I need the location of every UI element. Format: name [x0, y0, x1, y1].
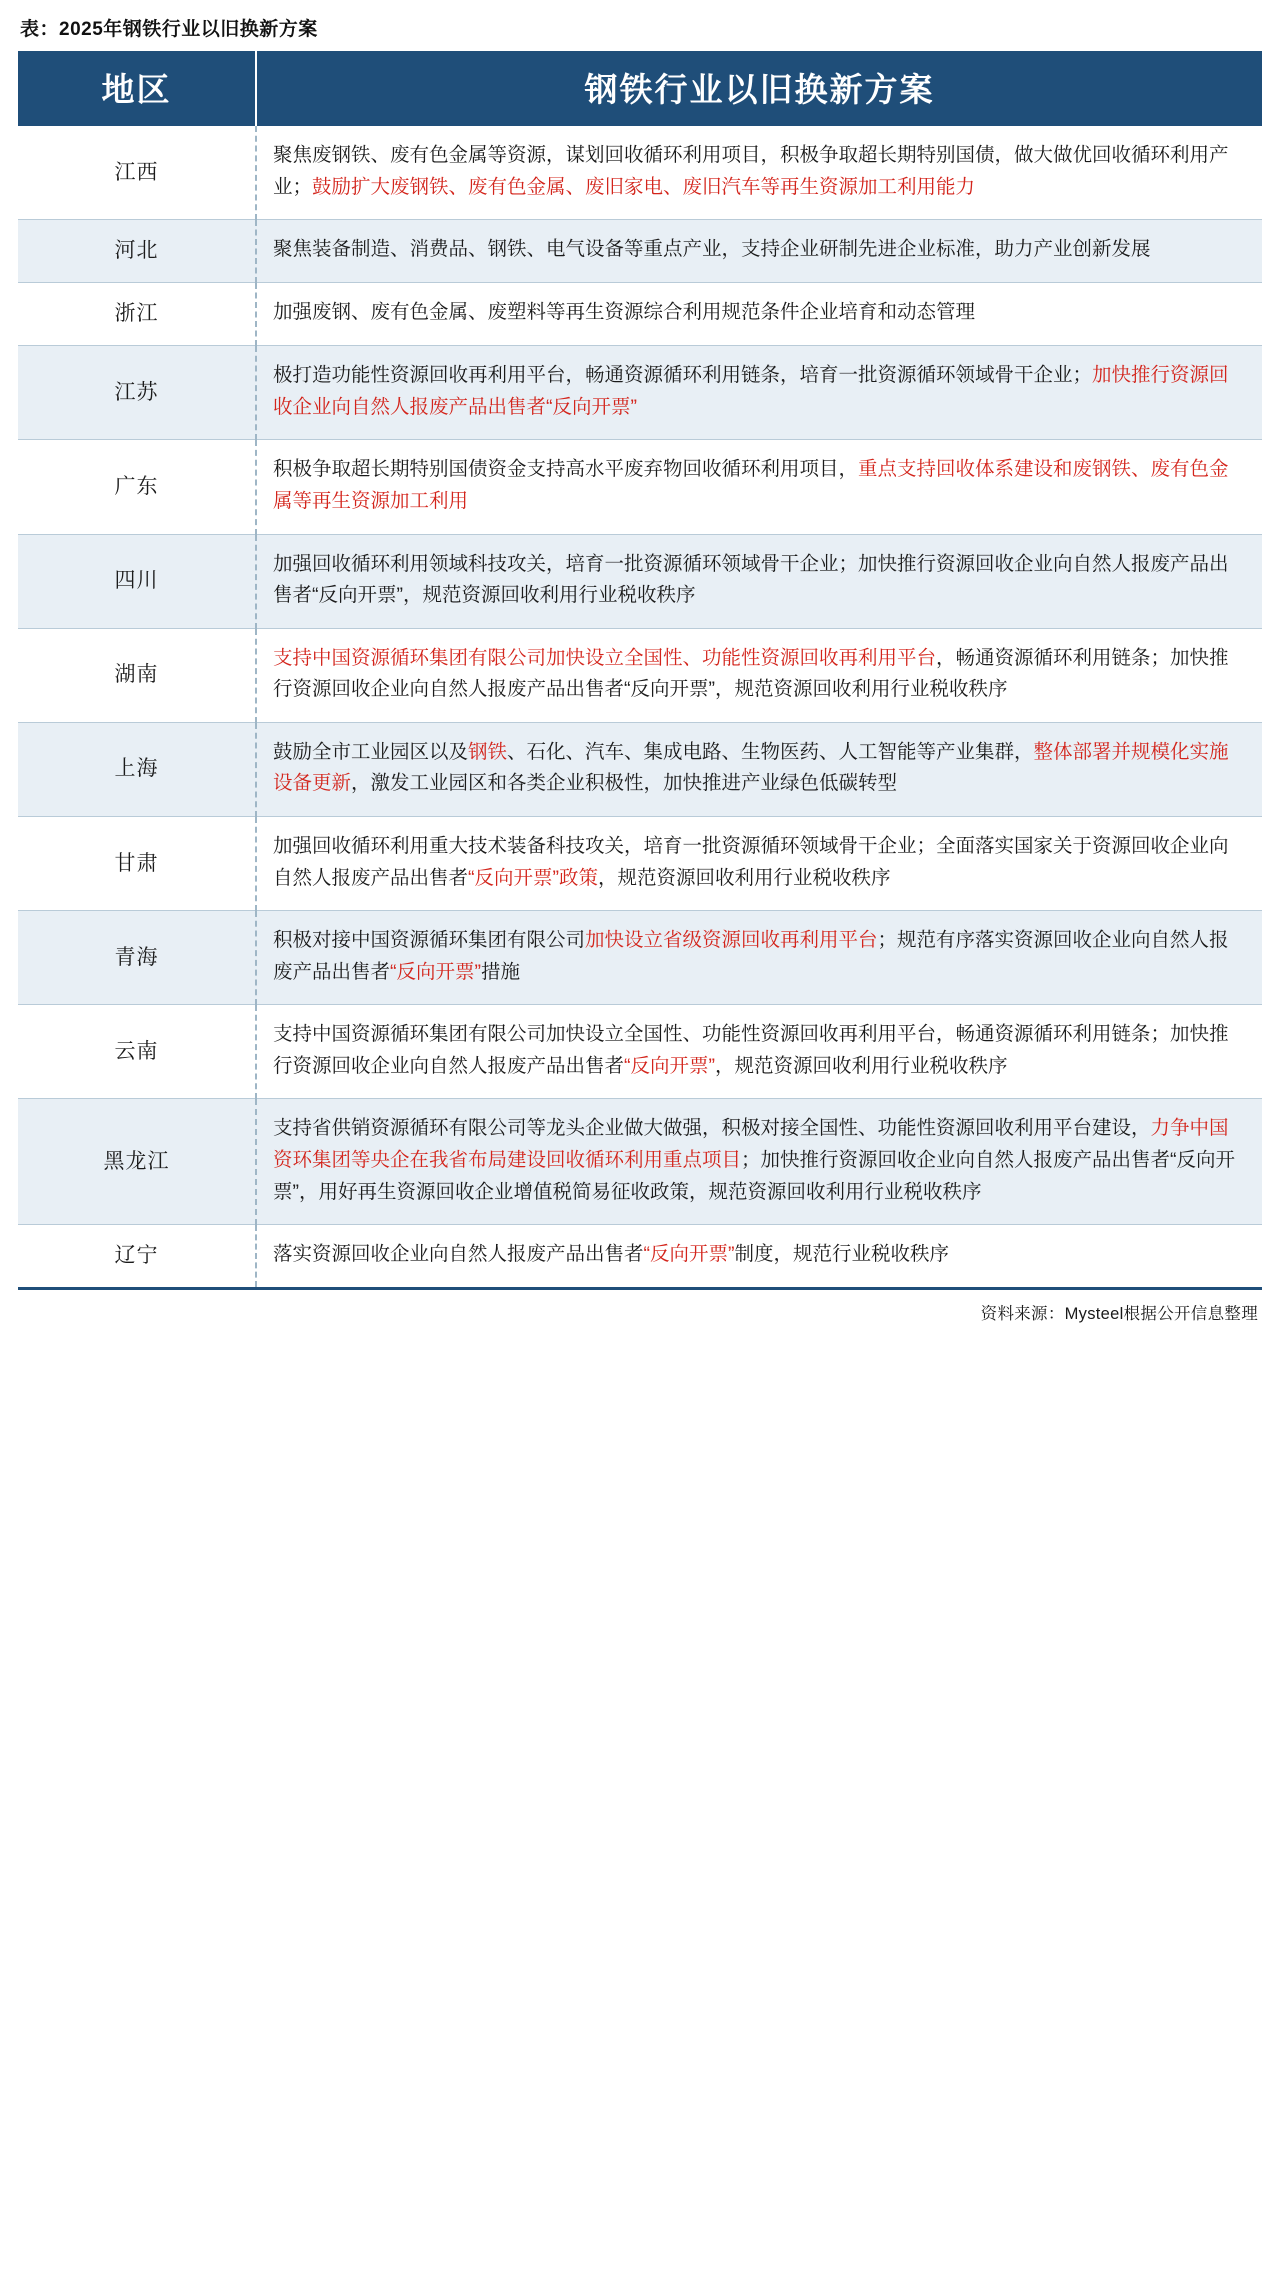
region-cell: 辽宁: [18, 1225, 256, 1289]
plan-text: 支持省供销资源循环有限公司等龙头企业做大做强，积极对接全国性、功能性资源回收利用平台建设，: [273, 1117, 1151, 1140]
table-row: [18, 534, 1262, 628]
plan-cell: [256, 1099, 1262, 1225]
highlighted-text: “反向开票”政策: [468, 866, 599, 889]
table-row: [18, 440, 1262, 534]
plan-text: 支持中国资源循环集团有限公司加快设立全国性、功能性资源回收再利用平台，畅通资源循环利用链条；加快推行资源回收企业向自然人报废产品出售者: [273, 1023, 1229, 1077]
region-cell: 上海: [18, 722, 256, 816]
table-row: [18, 1099, 1262, 1225]
highlighted-text: 钢铁: [468, 740, 508, 763]
highlighted-text: “反向开票”: [390, 960, 482, 983]
table-row: [18, 1005, 1262, 1099]
table-row: [18, 911, 1262, 1005]
region-cell: 湖南: [18, 628, 256, 722]
plan-text: ；规范有序落实资源回收企业向自然人报废产品出售者: [273, 929, 1229, 983]
highlighted-text: 力争中国资环集团等央企在我省布局建设回收循环利用重点项目: [273, 1117, 1229, 1172]
region-cell: 河北: [18, 220, 256, 283]
plan-text: 制度，规范行业税收秩序: [734, 1243, 950, 1266]
region-cell: 江西: [18, 126, 256, 220]
plan-cell: [256, 722, 1262, 816]
plan-text: 加强废钢、废有色金属、废塑料等再生资源综合利用规范条件企业培育和动态管理: [273, 301, 976, 324]
plan-text: ，激发工业园区和各类企业积极性，加快推进产业绿色低碳转型: [351, 772, 898, 795]
plan-cell: [256, 440, 1262, 534]
highlighted-text: “反向开票”: [643, 1243, 735, 1266]
region-cell: 四川: [18, 534, 256, 628]
header-region: 地区: [18, 51, 256, 126]
plan-cell: [256, 628, 1262, 722]
table-row: [18, 816, 1262, 910]
region-cell: 黑龙江: [18, 1099, 256, 1225]
highlighted-text: “反向开票”: [624, 1054, 716, 1077]
plan-text: 措施: [481, 960, 521, 983]
region-cell: 甘肃: [18, 816, 256, 910]
plan-cell: [256, 346, 1262, 440]
table-row: [18, 1225, 1262, 1289]
plan-cell: [256, 283, 1262, 346]
highlighted-text: 加快设立省级资源回收再利用平台: [585, 929, 878, 952]
plan-cell: [256, 534, 1262, 628]
plan-text: 加强回收循环利用领域科技攻关，培育一批资源循环领域骨干企业；加快推行资源回收企业向自然人报废产品出售者“反向开票”，规范资源回收利用行业税收秩序: [273, 552, 1229, 607]
plan-text: 积极争取超长期特别国债资金支持高水平废弃物回收循环利用项目，: [273, 458, 859, 481]
highlighted-text: 重点支持回收体系建设和废钢铁、废有色金属等再生资源加工利用: [273, 458, 1229, 512]
steel-trade-in-policy-table: [18, 51, 1262, 1290]
plan-cell: [256, 911, 1262, 1005]
table-row: [18, 220, 1262, 283]
plan-text: 落实资源回收企业向自然人报废产品出售者: [273, 1243, 644, 1266]
plan-cell: [256, 220, 1262, 283]
highlighted-text: 鼓励扩大废钢铁、废有色金属、废旧家电、废旧汽车等再生资源加工利用能力: [312, 175, 976, 198]
table-row: [18, 628, 1262, 722]
plan-text: 加强回收循环利用重大技术装备科技攻关，培育一批资源循环领域骨干企业；全面落实国家关于资源回收企业向自然人报废产品出售者: [273, 834, 1229, 889]
region-cell: 广东: [18, 440, 256, 534]
table-row: [18, 722, 1262, 816]
plan-text: ，规范资源回收利用行业税收秩序: [715, 1054, 1008, 1077]
plan-text: 积极对接中国资源循环集团有限公司: [273, 929, 586, 952]
plan-text: ，畅通资源循环利用链条；加快推行资源回收企业向自然人报废产品出售者“反向开票”，规范资源回收利用行业税收秩序: [273, 646, 1229, 701]
plan-text: 极打造功能性资源回收再利用平台，畅通资源循环利用链条，培育一批资源循环领域骨干企业；: [273, 364, 1093, 387]
table-body: [18, 126, 1262, 1289]
plan-text: 聚焦废钢铁、废有色金属等资源，谋划回收循环利用项目，积极争取超长期特别国债，做大做优回收循环利用产业；: [273, 144, 1229, 198]
plan-cell: [256, 1225, 1262, 1289]
region-cell: 云南: [18, 1005, 256, 1099]
plan-text: ，规范资源回收利用行业税收秩序: [598, 866, 891, 889]
source-note: 资料来源：Mysteel根据公开信息整理: [980, 1305, 1258, 1324]
plan-cell: [256, 816, 1262, 910]
header-plan: 钢铁行业以旧换新方案: [256, 51, 1262, 126]
plan-text: 聚焦装备制造、消费品、钢铁、电气设备等重点产业，支持企业研制先进企业标准，助力产业创新发展: [273, 238, 1151, 261]
plan-cell: [256, 126, 1262, 220]
region-cell: 浙江: [18, 283, 256, 346]
plan-text: 鼓励全市工业园区以及: [273, 740, 469, 763]
highlighted-text: 加快推行资源回收企业向自然人报废产品出售者“反向开票”: [273, 364, 1229, 418]
highlighted-text: 支持中国资源循环集团有限公司加快设立全国性、功能性资源回收再利用平台: [273, 646, 937, 669]
header-row: [18, 51, 1262, 126]
plan-text: 、石化、汽车、集成电路、生物医药、人工智能等产业集群，: [507, 740, 1034, 763]
table-header: [18, 51, 1262, 126]
plan-cell: [256, 1005, 1262, 1099]
plan-text: ；加快推行资源回收企业向自然人报废产品出售者“反向开票”，用好再生资源回收企业增值税简易征收政策，规范资源回收利用行业税收秩序: [273, 1149, 1236, 1203]
table-caption: 表：2025年钢铁行业以旧换新方案: [20, 19, 318, 40]
table-row: [18, 283, 1262, 346]
region-cell: 江苏: [18, 346, 256, 440]
table-row: [18, 126, 1262, 220]
table-row: [18, 346, 1262, 440]
highlighted-text: 整体部署并规模化实施设备更新: [273, 740, 1229, 795]
region-cell: 青海: [18, 911, 256, 1005]
